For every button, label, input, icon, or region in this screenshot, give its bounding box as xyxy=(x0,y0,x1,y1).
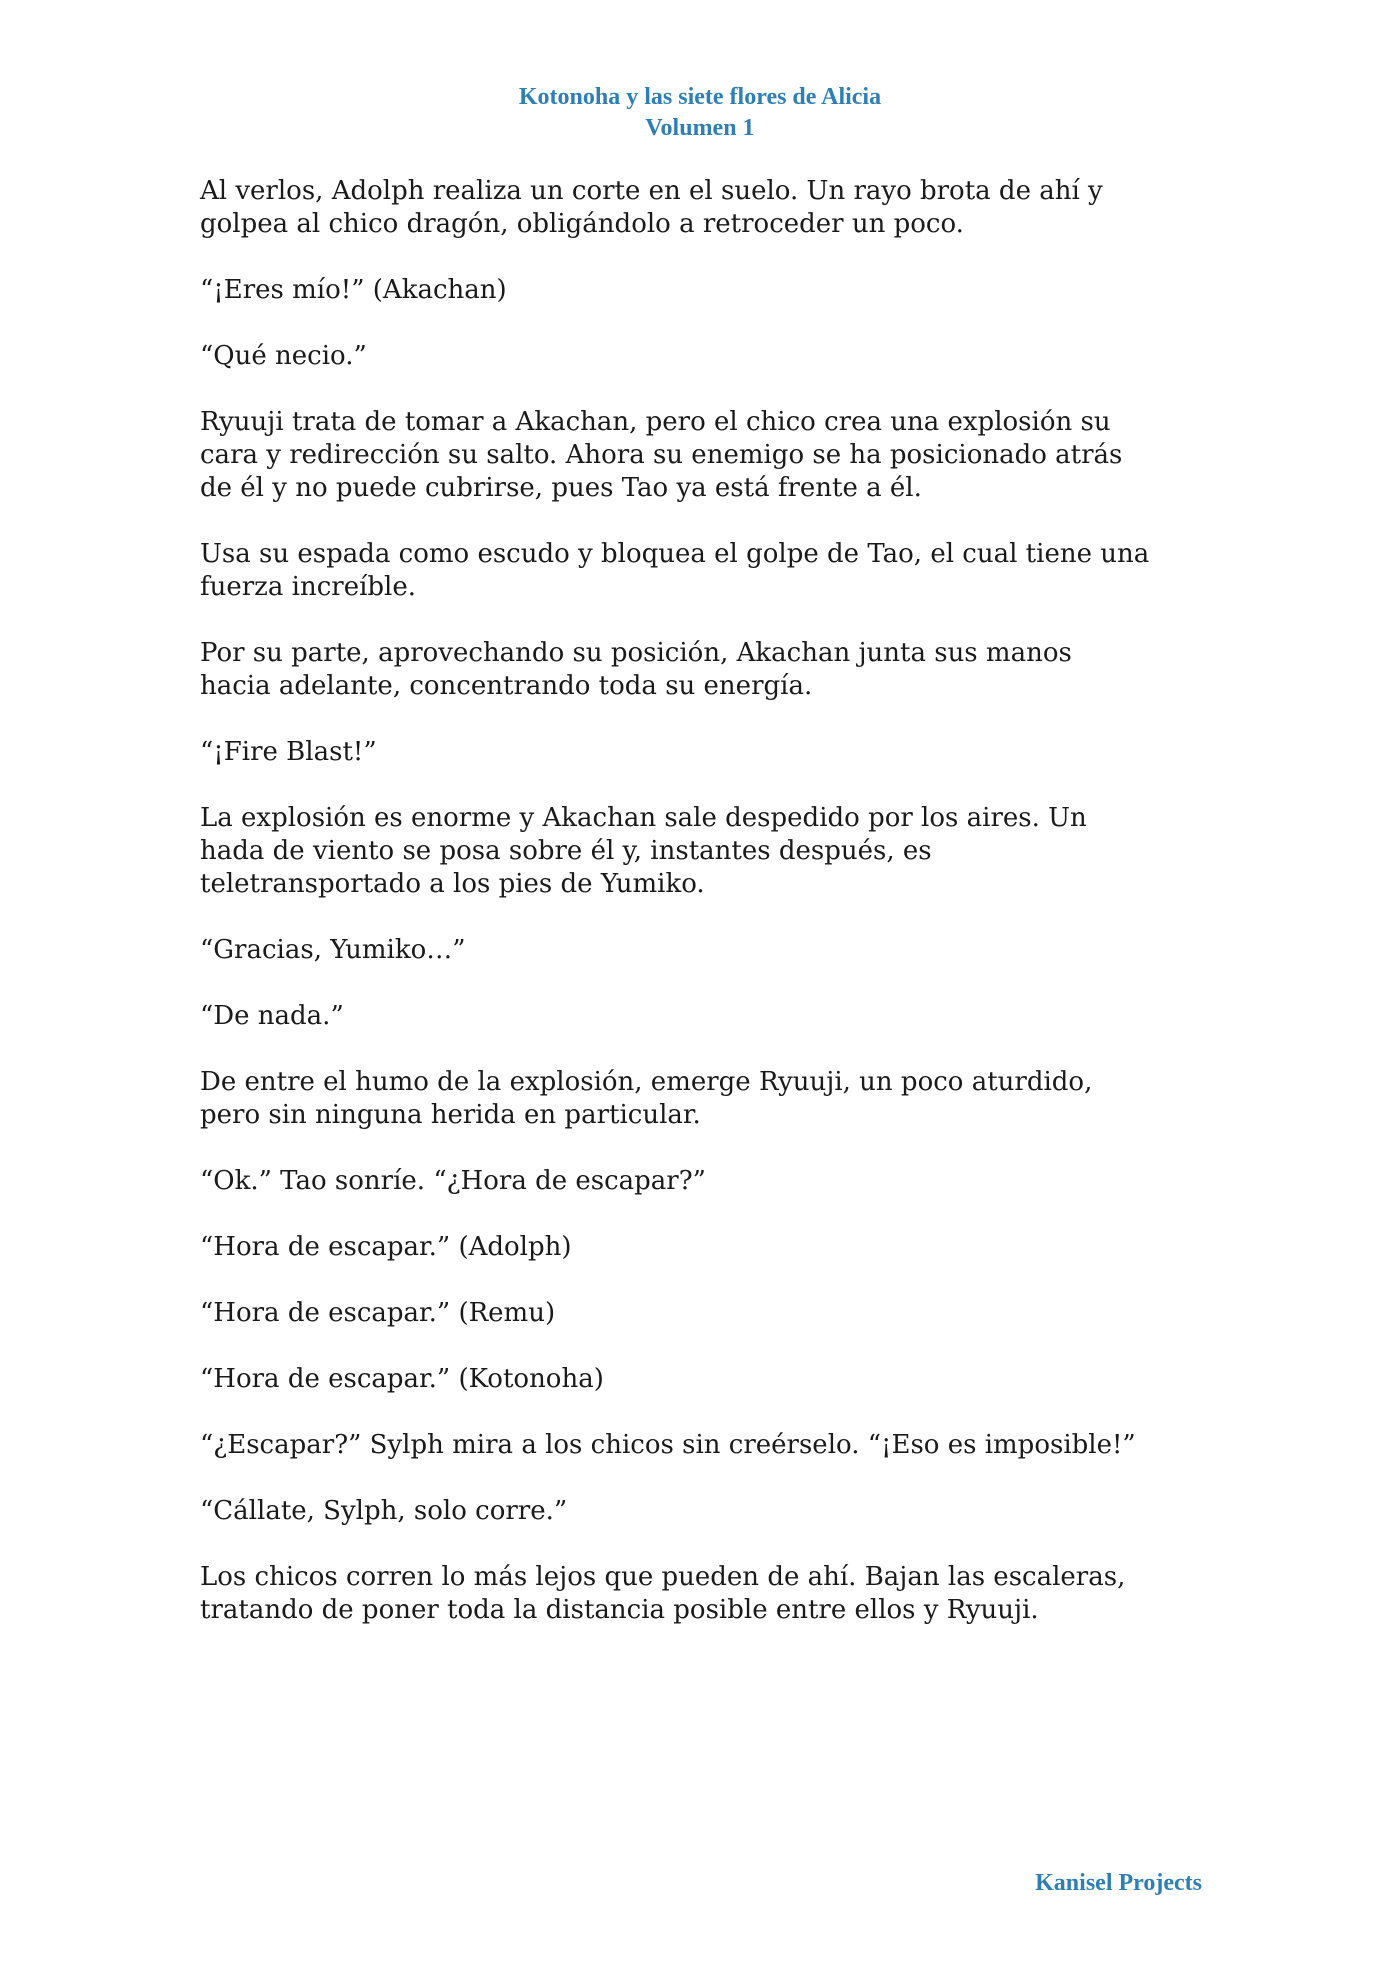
paragraph: “Cállate, Sylph, solo corre.” xyxy=(200,1496,568,1526)
paragraph: Ryuuji trata de tomar a Akachan, pero el chico crea una explosión su cara y redirección su salto. Ahora su enemigo se ha posicionado atrás de él y no puede cubrirse, pues Tao ya está frente a él. xyxy=(200,407,1123,503)
book-title: Kotonoha y las siete flores de Alicia xyxy=(518,84,882,110)
paragraph: “¿Escapar?” Sylph mira a los chicos sin creérselo. “¡Eso es imposible!” xyxy=(200,1430,1136,1460)
paragraph: “Hora de escapar.” (Kotonoha) xyxy=(200,1364,604,1394)
paragraph: Los chicos corren lo más lejos que pueden de ahí. Bajan las escaleras, tratando de poner toda la distancia posible entre ellos y Ryuuji. xyxy=(200,1562,1126,1625)
paragraph: De entre el humo de la explosión, emerge Ryuuji, un poco aturdido, pero sin ninguna herida en particular. xyxy=(200,1067,1093,1130)
paragraph: La explosión es enorme y Akachan sale despedido por los aires. Un hada de viento se posa sobre él y, instantes después, es teletransportado a los pies de Yumiko. xyxy=(200,803,1087,899)
body-text xyxy=(200,175,1200,1660)
paragraph: “¡Fire Blast!” xyxy=(200,737,377,767)
paragraph: “Hora de escapar.” (Remu) xyxy=(200,1298,556,1328)
volume-label: Volumen 1 xyxy=(645,115,755,141)
paragraph: “Hora de escapar.” (Adolph) xyxy=(200,1232,572,1262)
paragraph: “Ok.” Tao sonríe. “¿Hora de escapar?” xyxy=(200,1166,706,1196)
paragraph: Por su parte, aprovechando su posición, Akachan junta sus manos hacia adelante, concentrando toda su energía. xyxy=(200,638,1072,701)
paragraph: “Qué necio.” xyxy=(200,341,367,371)
paragraph: “De nada.” xyxy=(200,1001,344,1031)
page-header xyxy=(0,82,1400,144)
paragraph: Al verlos, Adolph realiza un corte en el suelo. Un rayo brota de ahí y golpea al chico dragón, obligándolo a retroceder un poco. xyxy=(200,176,1103,239)
paragraph: “¡Eres mío!” (Akachan) xyxy=(200,275,507,305)
publisher-footer: Kanisel Projects xyxy=(1035,1870,1202,1896)
paragraph: Usa su espada como escudo y bloquea el golpe de Tao, el cual tiene una fuerza increíble. xyxy=(200,539,1150,602)
paragraph: “Gracias, Yumiko…” xyxy=(200,935,466,965)
